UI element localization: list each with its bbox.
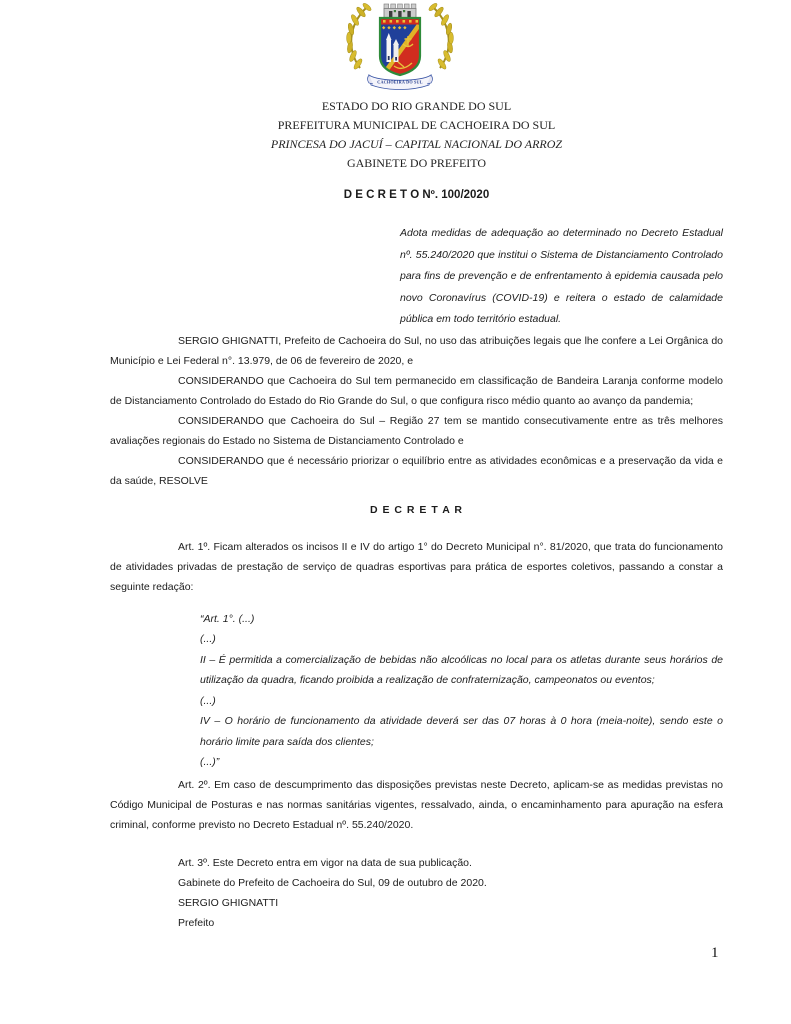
decree-title: D E C R E T O Nº. 100/2020	[343, 189, 490, 201]
quote-line: (...)”	[200, 756, 220, 768]
preamble-paragraph: CONSIDERANDO que Cachoeira do Sul tem permanecido em classificação de Bandeira Laranja conforme modelo de Distanciamento Controlado do Estado do Rio Grande do Sul, o que configura risco médio quanto ao avanço da pandemia;	[110, 374, 723, 407]
quoted-wording-block	[200, 609, 723, 773]
preamble-paragraph: SERGIO GHIGNATTI, Prefeito de Cachoeira do Sul, no uso das atribuições legais que lhe confere a Lei Orgânica do Município e Lei Federal n°. 13.979, de 06 de fevereiro de 2020, e	[110, 334, 723, 367]
signature-name: SERGIO GHIGNATTI	[178, 896, 279, 909]
quote-line: IV – O horário de funcionamento da atividade deverá ser das 07 horas à 0 hora (meia-noite), sendo este o horário limite para saída dos clientes;	[200, 715, 723, 748]
quote-line: (...)	[200, 633, 216, 645]
preamble-paragraph: CONSIDERANDO que é necessário priorizar o equilíbrio entre as atividades econômicas e a preservação da vida e da saúde, RESOLVE	[110, 454, 723, 487]
article-3: Art. 3º. Este Decreto entra em vigor na data de sua publicação.	[178, 856, 472, 869]
decree-summary: Adota medidas de adequação ao determinado no Decreto Estadual nº. 55.240/2020 que institui o Sistema de Distanciamento Controlado para fins de prevenção e de enfrentamento à epidemia causada pelo novo Coronavírus (COVID-19) e reitera o estado de calamidade pública em todo território estadual.	[400, 227, 723, 325]
preamble-paragraph: CONSIDERANDO que Cachoeira do Sul – Região 27 tem se mantido consecutivamente entre as três melhores avaliações regionais do Estado no Sistema de Distanciamento Controlado e	[110, 414, 723, 447]
dateline: Gabinete do Prefeito de Cachoeira do Sul, 09 de outubro de 2020.	[178, 876, 487, 889]
signature-role: Prefeito	[178, 916, 215, 929]
letterhead	[110, 0, 723, 173]
article-1: Art. 1º. Ficam alterados os incisos II e IV do artigo 1° do Decreto Municipal n°. 81/2020, que trata do funcionamento de atividades privadas de prestação de serviço de quadras esportivas para prática de esportes coletivos, passando a constar a seguinte redação:	[110, 540, 723, 593]
letterhead-municipality: PREFEITURA MUNICIPAL DE CACHOEIRA DO SUL	[277, 118, 556, 132]
quote-line: “Art. 1°. (...)	[200, 612, 255, 625]
decree-document	[110, 0, 723, 933]
quote-line: II – É permitida a comercialização de bebidas não alcoólicas no local para os atletas durante seus horários de utilização da quadra, ficando proibida a realização de confraternização, campeonatos ou eventos;	[200, 653, 723, 686]
letterhead-state: ESTADO DO RIO GRANDE DO SUL	[321, 99, 512, 113]
quote-line: (...)	[200, 694, 216, 707]
banner-text: CACHOEIRA DO SUL	[377, 79, 423, 85]
letterhead-motto: PRINCESA DO JACUÍ – CAPITAL NACIONAL DO ARROZ	[270, 137, 563, 151]
page-number: 1	[711, 945, 719, 961]
letterhead-office: GABINETE DO PREFEITO	[346, 156, 487, 170]
decretar-heading: D E C R E T A R	[370, 503, 463, 516]
article-2: Art. 2º. Em caso de descumprimento das disposições previstas neste Decreto, aplicam-se as medidas previstas no Código Municipal de Posturas e nas normas sanitárias vigentes, ressalvado, ainda, o encaminhamento para apuração na esfera criminal, conforme previsto no Decreto Estadual nº. 55.240/2020.	[110, 778, 723, 831]
